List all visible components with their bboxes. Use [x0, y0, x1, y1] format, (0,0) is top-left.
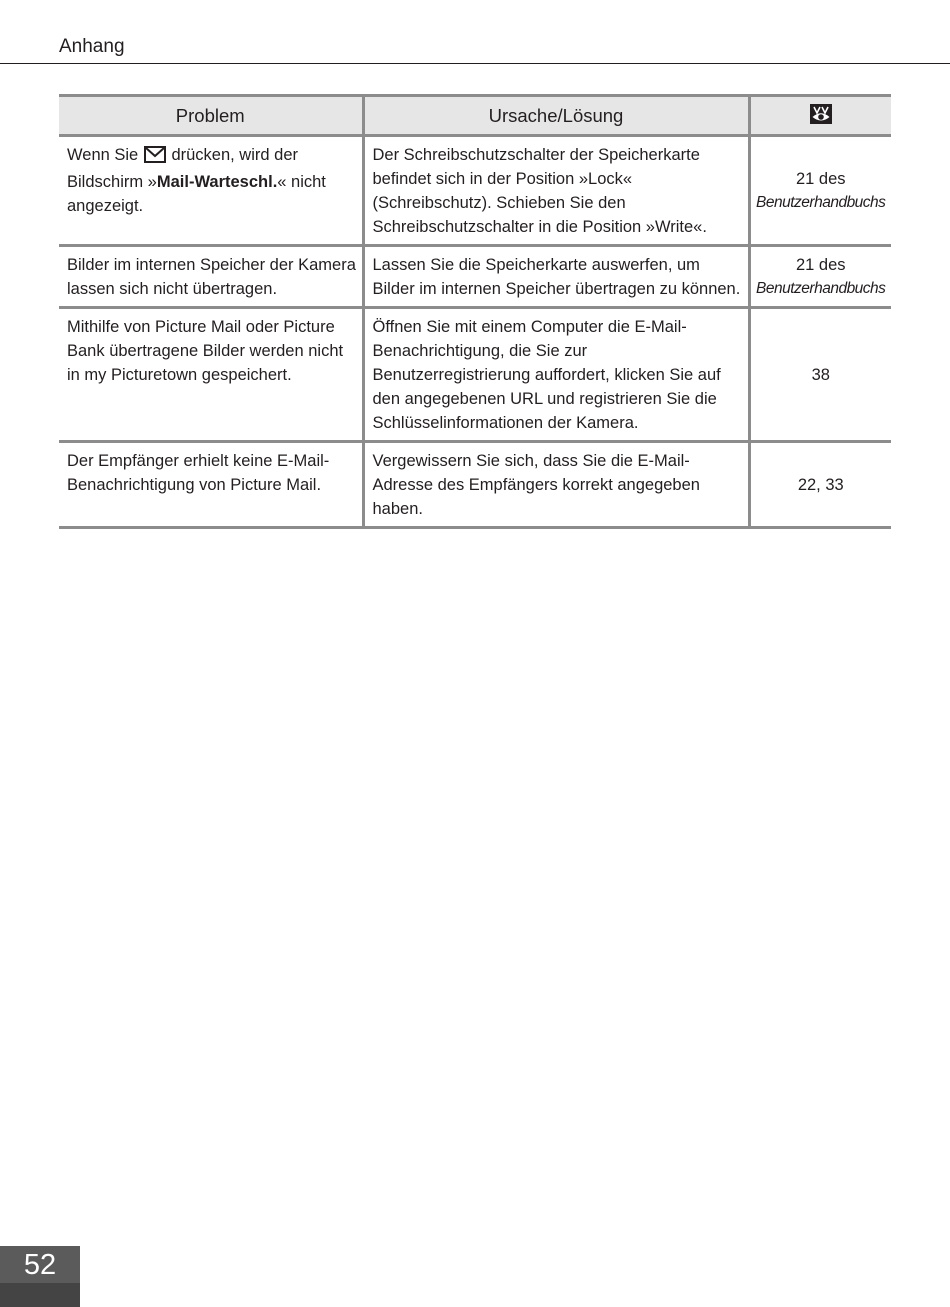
page-tab-band	[0, 1283, 80, 1307]
cause-cell: Lassen Sie die Speicherkarte auswerfen, um Bilder im internen Speicher übertragen zu können.	[363, 246, 749, 308]
reference-manual: Benutzerhandbuchs	[756, 279, 886, 297]
column-header-cause: Ursache/Lösung	[363, 96, 749, 136]
problem-cell	[59, 136, 363, 246]
reference-cell	[749, 136, 891, 246]
mail-icon	[144, 146, 166, 170]
table-row	[59, 136, 891, 246]
reference-page: 21 des	[795, 255, 846, 274]
troubleshooting-table	[59, 94, 891, 529]
problem-cell: Mithilfe von Picture Mail oder Picture Bank übertragene Bilder werden nicht in my Picturetown gespeichert.	[59, 308, 363, 442]
column-header-reference	[749, 96, 891, 136]
header-rule	[0, 63, 950, 64]
cause-cell: Der Schreibschutzschalter der Speicherkarte befindet sich in der Position »Lock« (Schreibschutz). Schieben Sie den Schreibschutzschalter in die Position »Write«.	[363, 136, 749, 246]
reference-page: 21 des	[795, 169, 846, 188]
problem-text: « nicht angezeigt.	[67, 173, 326, 215]
table-row	[59, 308, 891, 442]
reference-cell: 38	[749, 308, 891, 442]
cause-cell: Vergewissern Sie sich, dass Sie die E-Mail-Adresse des Empfängers korrekt angegeben haben.	[363, 442, 749, 528]
menu-name: Mail-Warteschl.	[156, 173, 278, 191]
table-row	[59, 442, 891, 528]
reference-manual: Benutzerhandbuchs	[756, 193, 886, 211]
problem-cell: Der Empfänger erhielt keine E-Mail-Benachrichtigung von Picture Mail.	[59, 442, 363, 528]
reference-icon	[810, 104, 832, 130]
table-header-row	[59, 96, 891, 136]
problem-cell: Bilder im internen Speicher der Kamera lassen sich nicht übertragen.	[59, 246, 363, 308]
page-number-tab	[0, 1246, 80, 1307]
problem-text: Wenn Sie	[67, 146, 139, 164]
table-row	[59, 246, 891, 308]
section-title: Anhang	[59, 36, 125, 57]
problem-text: drücken, wird der Bildschirm »	[67, 146, 298, 191]
reference-cell: 22, 33	[749, 442, 891, 528]
cause-cell: Öffnen Sie mit einem Computer die E-Mail-Benachrichtigung, die Sie zur Benutzerregistrierung auffordert, klicken Sie auf den angegebenen URL und registrieren Sie die Schlüsselinformationen der Kamera.	[363, 308, 749, 442]
page-number: 52	[23, 1249, 57, 1281]
reference-cell	[749, 246, 891, 308]
column-header-problem: Problem	[59, 96, 363, 136]
